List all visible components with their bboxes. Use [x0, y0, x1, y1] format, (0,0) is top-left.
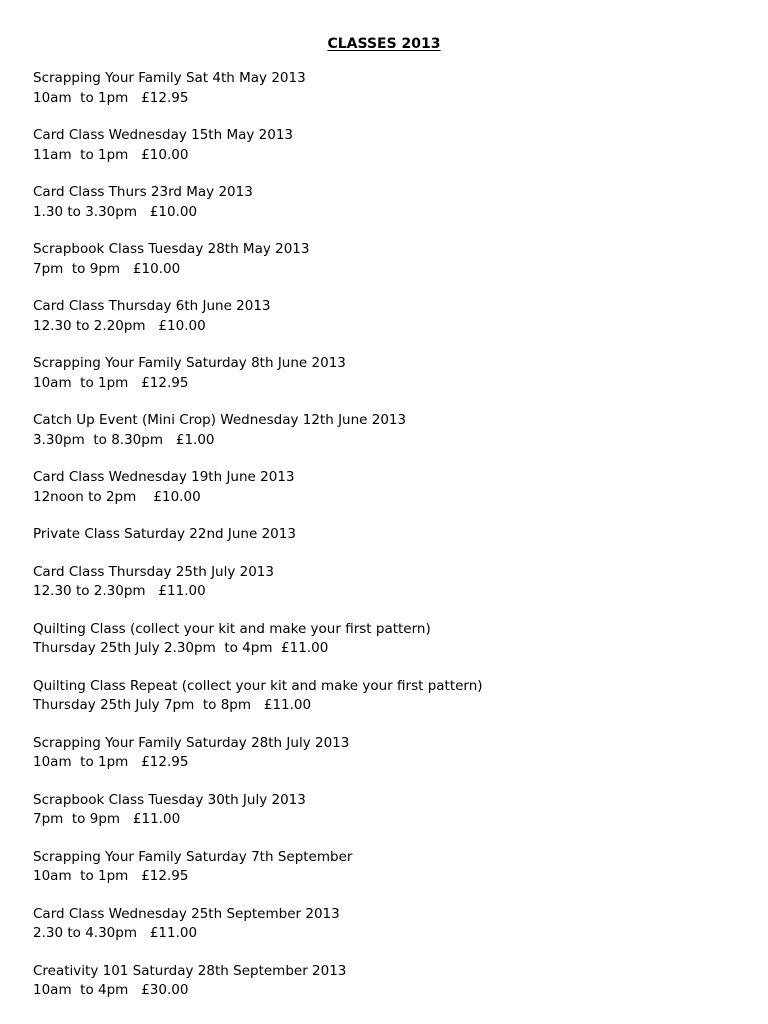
class-time-price: 10am to 1pm £12.95: [33, 754, 189, 770]
class-name-date: Private Class Saturday 22nd June 2013: [33, 526, 296, 542]
class-name-date: Card Class Wednesday 25th September 2013: [33, 905, 340, 922]
class-name-date: Card Class Thursday 6th June 2013: [33, 298, 271, 314]
page-title: CLASSES 2013: [327, 36, 441, 52]
class-name-date: Scrapbook Class Tuesday 30th July 2013: [33, 791, 306, 808]
class-name-date: Scrapping Your Family Saturday 28th July 2013: [33, 734, 350, 751]
class-time-price: 7pm to 9pm £10.00: [33, 260, 181, 277]
class-entry: [33, 240, 733, 279]
class-entry: [33, 734, 733, 773]
class-time-price: 12.30 to 2.20pm £10.00: [33, 317, 206, 334]
class-time-price: 3.30pm to 8.30pm £1.00: [33, 431, 215, 448]
class-time-price: 12noon to 2pm £10.00: [33, 488, 201, 505]
class-time-price: 2.30 to 4.30pm £11.00: [33, 925, 198, 941]
class-time-price: Thursday 25th July 2.30pm to 4pm £11.00: [33, 640, 329, 656]
class-entry: [33, 620, 733, 659]
class-name-date: Scrapping Your Family Saturday 7th September: [33, 848, 353, 865]
class-name-date: Catch Up Event (Mini Crop) Wednesday 12th June 2013: [33, 412, 407, 428]
class-entry: [33, 525, 733, 545]
class-entry: [33, 563, 733, 602]
class-name-date: Card Class Wednesday 19th June 2013: [33, 469, 295, 485]
class-name-date: Quilting Class Repeat (collect your kit and make your first pattern): [33, 677, 483, 694]
class-time-price: 7pm to 9pm £11.00: [33, 811, 181, 827]
class-name-date: Quilting Class (collect your kit and make your first pattern): [33, 620, 431, 637]
class-entry: [33, 905, 733, 944]
class-name-date: Card Class Thursday 25th July 2013: [33, 563, 274, 580]
class-time-price: 10am to 1pm £12.95: [33, 89, 189, 106]
class-name-date: Scrapping Your Family Saturday 8th June 2013: [33, 355, 346, 371]
class-name-date: Creativity 101 Saturday 28th September 2013: [33, 962, 347, 979]
class-time-price: 10am to 4pm £30.00: [33, 982, 189, 998]
class-entry: [33, 848, 733, 887]
class-entry: [33, 677, 733, 716]
class-entry: [33, 791, 733, 830]
class-entry: [33, 69, 733, 108]
class-name-date: Card Class Thurs 23rd May 2013: [33, 184, 253, 200]
class-time-price: 1.30 to 3.30pm £10.00: [33, 203, 198, 220]
class-time-price: Thursday 25th July 7pm to 8pm £11.00: [33, 697, 312, 713]
class-name-date: Scrapbook Class Tuesday 28th May 2013: [33, 241, 310, 257]
class-time-price: 10am to 1pm £12.95: [33, 374, 189, 391]
class-name-date: Card Class Wednesday 15th May 2013: [33, 127, 294, 143]
class-entry: [33, 962, 733, 1001]
class-name-date: Scrapping Your Family Sat 4th May 2013: [33, 70, 306, 86]
class-entry: [33, 411, 733, 450]
class-time-price: 11am to 1pm £10.00: [33, 146, 189, 163]
class-entry: [33, 183, 733, 222]
class-list: [33, 69, 733, 1019]
class-entry: [33, 354, 733, 393]
class-time-price: 12.30 to 2.30pm £11.00: [33, 583, 206, 599]
class-entry: [33, 126, 733, 165]
class-entry: [33, 468, 733, 507]
class-entry: [33, 297, 733, 336]
class-time-price: 10am to 1pm £12.95: [33, 868, 189, 884]
